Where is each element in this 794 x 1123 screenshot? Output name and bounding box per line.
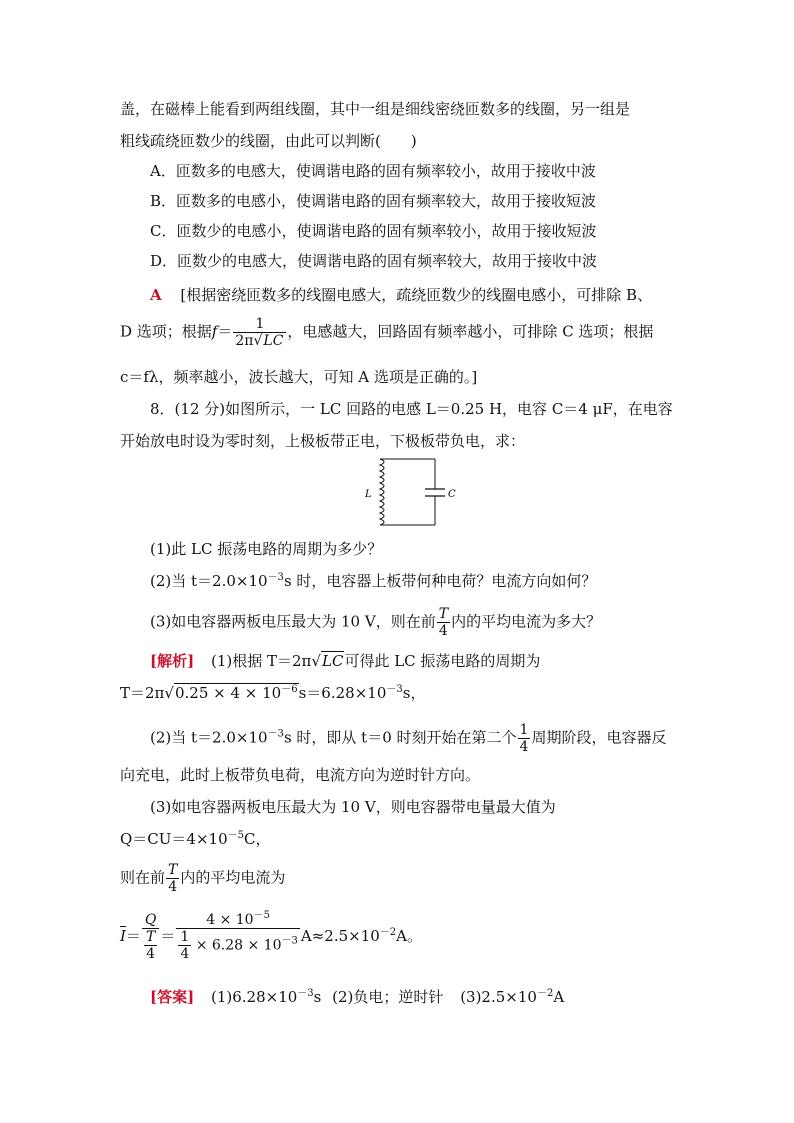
solution-s2-pre: (2)当 t＝2.0×10 — [150, 728, 268, 747]
solution-s2-num: 1 — [519, 722, 529, 738]
eq-t-frac — [144, 929, 157, 962]
solution-line-1: [解析] (1)根据 T＝2π√LC可得此 LC 振荡电路的周期为 — [150, 652, 541, 670]
q8-sub2-exp: －3 — [267, 572, 284, 583]
eq-num-exp: －5 — [253, 910, 270, 921]
answer7-line-1 — [150, 284, 652, 306]
solution-s1-line2-mid: s＝6.28×10 — [298, 684, 387, 702]
solution-s1-line2-root: 0.25 × 4 × 10 — [174, 684, 282, 702]
eq-den-post: × 6.28 × 10 — [195, 937, 282, 954]
final-answer-a1-exp: －3 — [297, 988, 314, 999]
eq-den-exp: －3 — [281, 935, 298, 947]
option-a: A．匝数多的电感大，使调谐电路的固有频率较小，故用于接收中波 — [150, 162, 596, 180]
solution-s2-exp: －3 — [267, 728, 284, 740]
q8-sub3-pre: (3)如电容器两板电压最大为 10 V，则在前 — [150, 612, 436, 631]
q8-sub3-num: T — [438, 606, 449, 622]
solution-s3-fraction — [166, 862, 179, 895]
option-b: B．匝数多的电感小，使调谐电路的固有频率较大，故用于接收短波 — [150, 192, 597, 210]
final-answer-tag: [答案] — [150, 988, 195, 1006]
solution-s3-line3-post: 内的平均电流为 — [180, 868, 286, 887]
solution-s2-post: 周期阶段，电容器反 — [531, 728, 667, 747]
solution-s3-line3-pre: 则在前 — [120, 868, 166, 887]
q8-sub3-fraction — [437, 606, 450, 639]
eq-t: T — [145, 929, 156, 945]
solution-s3-den: 4 — [168, 879, 178, 895]
solution-s3-num: T — [168, 862, 178, 878]
q8-sub-3 — [150, 606, 601, 639]
eq-num: 4 × 10 — [206, 912, 254, 928]
solution-s2-mid: s 时，即从 t＝0 时刻开始在第二个 — [283, 728, 517, 747]
q8-sub3-post: 内的平均电流为多大？ — [451, 612, 602, 631]
solution-s1-line2-pre: T＝2π — [120, 684, 165, 702]
eq-result-pre: A≈2.5×10 — [300, 927, 380, 945]
lc-circuit-diagram — [360, 455, 470, 530]
eq-4: 4 — [146, 946, 156, 962]
answer7-den-root: LC — [263, 333, 284, 349]
solution-s3-line2-pre: Q＝CU＝4×10 — [120, 830, 228, 848]
final-answer-a3-exp: －2 — [536, 988, 554, 999]
option-d: D．匝数少的电感大，使调谐电路的固有频率较大，故用于接收中波 — [150, 252, 598, 270]
solution-tag: [解析] — [150, 652, 195, 670]
answer7-text-1: [根据密绕匝数多的线圈电感大，疏绕匝数少的线圈电感小，可排除 B、 — [180, 286, 653, 304]
q8-sub-1: (1)此 LC 振荡电路的周期为多少？ — [150, 540, 383, 558]
solution-line-5: (3)如电容器两板电压最大为 10 V，则电容器带电量最大值为 — [150, 798, 556, 816]
final-answer-a1-pre: (1)6.28×10 — [210, 988, 298, 1006]
intro-line-1: 盖，在磁棒上能看到两组线圈，其中一组是细线密绕匝数多的线圈，另一组是 — [120, 100, 631, 118]
final-answer-line — [150, 986, 564, 1008]
solution-s1-post: 可得此 LC 振荡电路的周期为 — [344, 652, 541, 670]
q8-sub2-post: s 时，电容器上板带何种电荷？电流方向如何？ — [283, 572, 597, 590]
solution-s1-line2-root-wrap — [174, 683, 299, 702]
eq-main-frac — [176, 912, 300, 962]
solution-s1-line2-exp1: －6 — [281, 684, 298, 695]
eq-main-den — [176, 929, 300, 962]
eq-den-frac-n: 1 — [180, 929, 190, 945]
solution-s1-line2-post: s， — [402, 684, 426, 702]
final-answer-a2: (2)负电；逆时针 — [332, 988, 444, 1006]
solution-line-6 — [120, 828, 270, 850]
final-answer-a3-post: A — [553, 988, 565, 1006]
answer7-line-2 — [120, 316, 653, 349]
eq-q: Q — [142, 912, 159, 929]
solution-line-3 — [150, 722, 666, 755]
solution-s1-pre: (1)根据 T＝2π — [210, 652, 312, 670]
solution-s2-den: 4 — [519, 739, 529, 755]
eq-result-post: A。 — [396, 927, 423, 945]
answer7-text-2b: ，电感越大，回路固有频率越小，可排除 C 选项；根据 — [287, 322, 654, 341]
answer7-letter: A — [150, 286, 162, 304]
q8-line-2: 开始放电时设为零时刻，上极板带正电，下极板带负电，求： — [120, 432, 526, 450]
final-answer-a3-pre: (3)2.5×10 — [460, 988, 537, 1006]
solution-line-7 — [120, 862, 285, 895]
solution-line-4: 向充电，此时上板带负电荷，电流方向为逆时针方向。 — [120, 766, 481, 784]
solution-s1-line2-exp2: －3 — [386, 684, 403, 695]
answer7-fraction — [233, 316, 286, 349]
label-c: C — [448, 489, 456, 500]
eq-main-num — [176, 912, 300, 929]
eq-t-over-4 — [142, 929, 159, 962]
solution-s3-line2-post: C， — [244, 830, 271, 848]
option-c: C．匝数少的电感小，使调谐电路的固有频率较小，故用于接收短波 — [150, 222, 597, 240]
q8-line-1: 8．(12 分)如图所示，一 LC 回路的电感 L＝0.25 H，电容 C＝4 μF，在电容 — [150, 400, 673, 418]
final-answer-a1-post: s — [313, 988, 322, 1006]
eq-result-exp: －2 — [379, 927, 397, 938]
q8-sub-2 — [150, 570, 596, 592]
eq-den-frac — [178, 929, 191, 962]
solution-s2-fraction — [518, 722, 531, 755]
answer7-fraction-num: 1 — [233, 316, 286, 333]
solution-line-2: $T=2\pi√0.25 \times 4 \times 10^{-6}s=6.28\times 10^{-3}s$， — [120, 684, 426, 702]
answer7-fraction-den: 2π√LC — [235, 333, 284, 349]
eq-frac-q-t — [142, 912, 159, 962]
answer7-line-3: c＝fλ，频率越小，波长越大，可知 A 选项是正确的。] — [120, 368, 478, 386]
solution-s3-line2-exp: －5 — [227, 830, 244, 841]
answer7-f: f — [211, 322, 218, 341]
eq-den-frac-d: 4 — [180, 946, 190, 962]
solution-s1-root: LC — [321, 652, 344, 670]
eq-i: $\overline{I}$ — [120, 927, 126, 945]
solution-equation: $\overline{I}=$ $\frac{Q}{\frac{T}{4}}$ ＝ $4 \times 10^{-5}$ $\frac{1}{4}$ × $6.28 \times 10^{-3}$ $A\approx 2.5\times 10^{-2}A$。 — [120, 910, 423, 962]
intro-line-2: 粗线疏绕匝数少的线圈，由此可以判断( ) — [120, 132, 417, 150]
label-l: L — [365, 489, 372, 500]
inductor-coil — [380, 459, 384, 525]
answer7-eq: ＝ — [217, 322, 233, 341]
q8-sub3-den: 4 — [438, 623, 448, 639]
answer7-text-2a: D 选项；根据 — [120, 322, 212, 341]
answer7-den-pre: 2π — [235, 333, 254, 349]
q8-sub2-pre: (2)当 t＝2.0×10 — [150, 572, 268, 590]
